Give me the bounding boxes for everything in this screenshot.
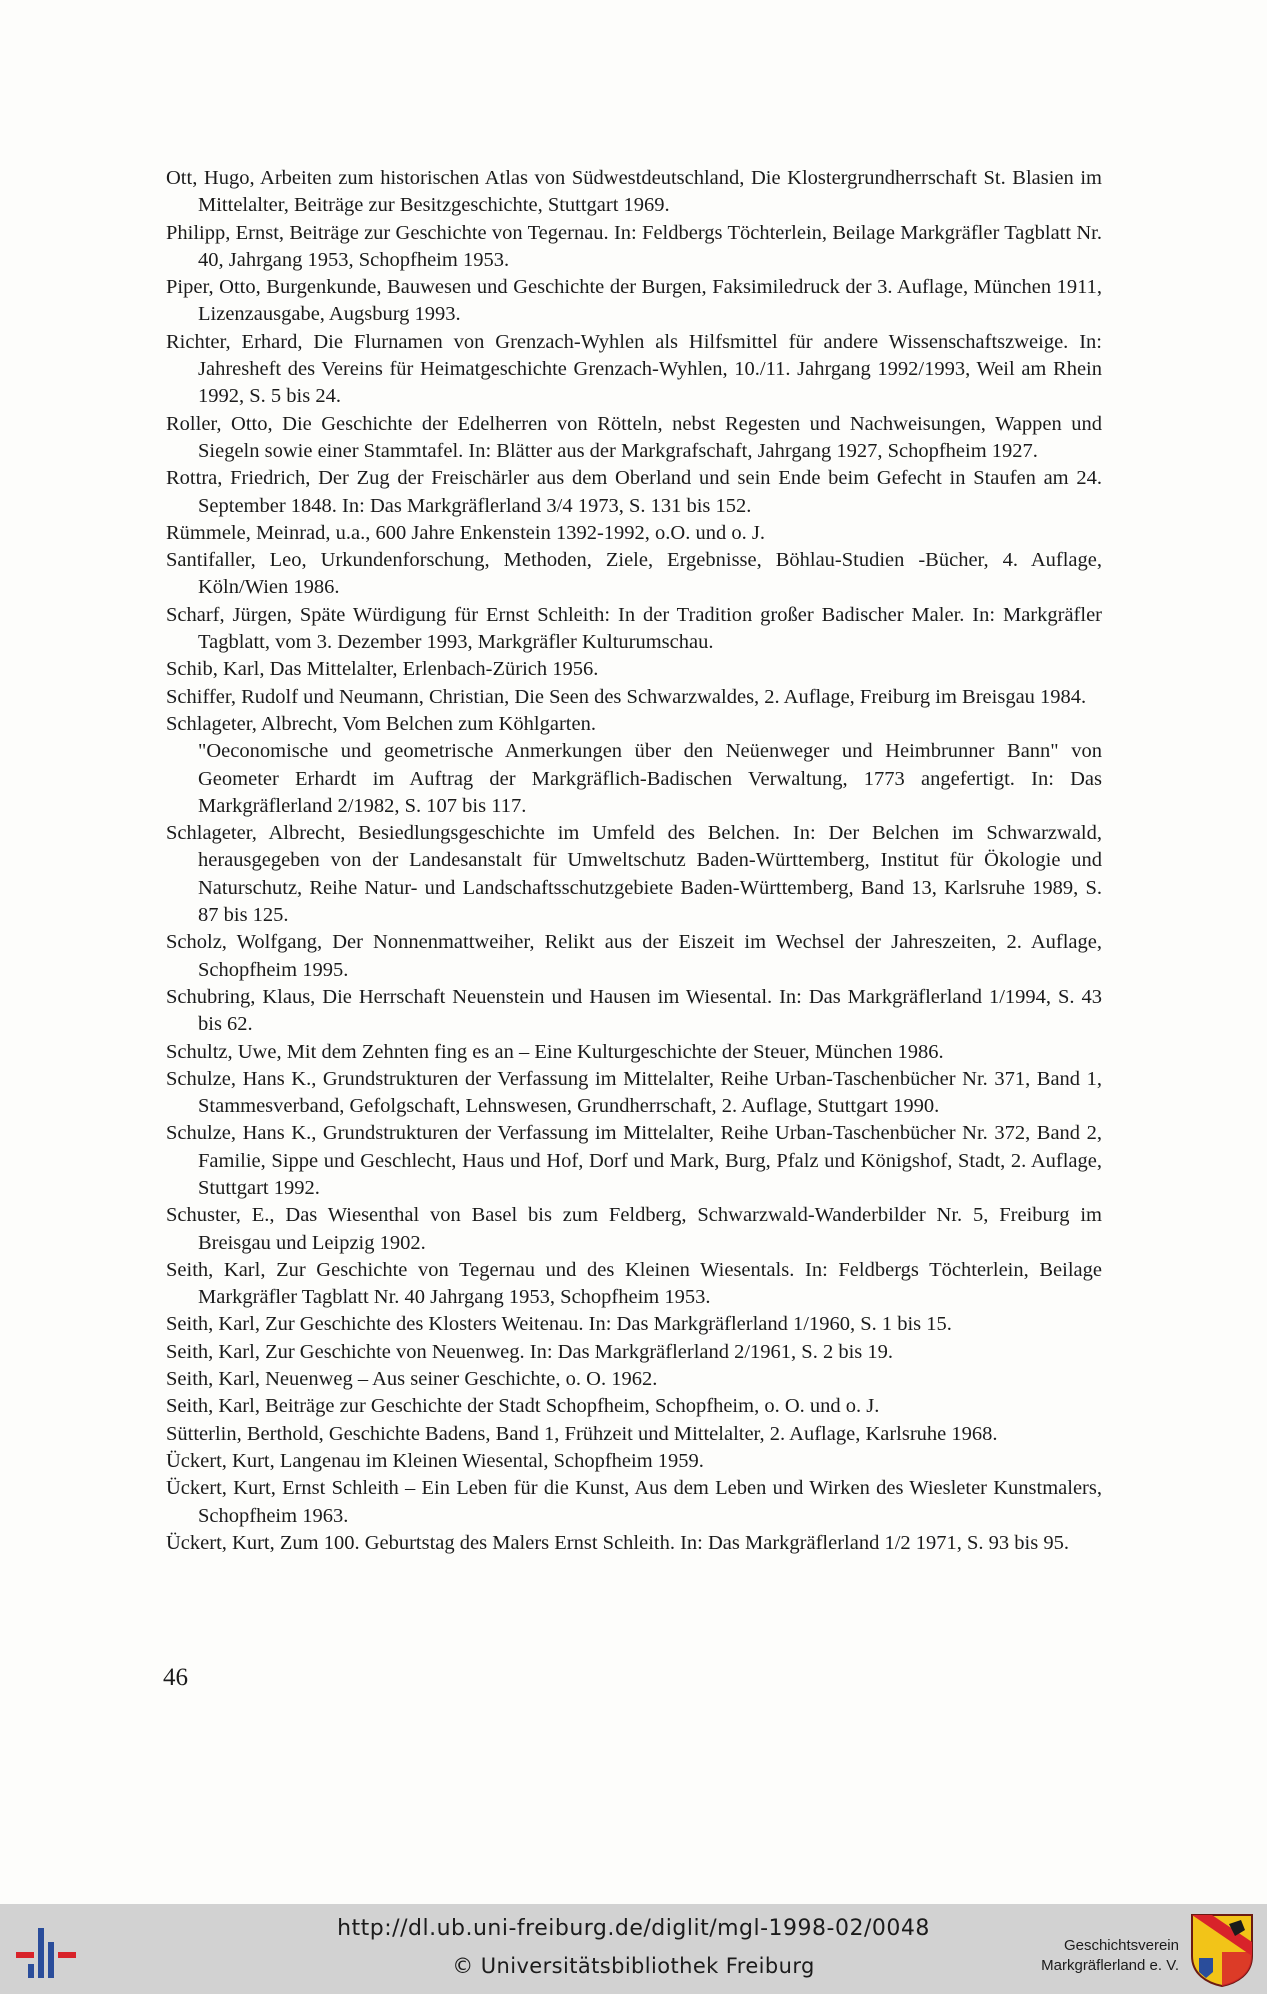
footer-bar [0,1904,1267,1994]
bibliography-entry: Schulze, Hans K., Grundstrukturen der Verfassung im Mittelalter, Reihe Urban-Taschenbücher Nr. 371, Band 1, Stammesverband, Gefolgschaft, Lehnswesen, Grundherrschaft, 2. Auflage, Stuttgart 1990. [166,1067,1102,1118]
footer-copyright: © Universitätsbibliothek Freiburg [452,1954,815,1978]
bibliography-entry: Seith, Karl, Beiträge zur Geschichte der Stadt Schopfheim, Schopfheim, o. O. und o. J. [166,1395,880,1418]
bibliography-subentry: "Oeconomische und geometrische Anmerkungen über den Neüenweger und Heimbrunner Bann" von Geometer Erhardt im Auftrag der Markgräflich-Badischen Verwaltung, 1773 angefertigt. In: Das Markgräflerland 2/1982, S. 107 bis 117. [198,740,1102,817]
bibliography-entry: Ückert, Kurt, Ernst Schleith – Ein Leben für die Kunst, Aus dem Leben und Wirken des Wiesleter Kunstmalers, Schopfheim 1963. [166,1477,1102,1527]
bibliography-entry: Schulze, Hans K., Grundstrukturen der Verfassung im Mittelalter, Reihe Urban-Taschenbücher Nr. 372, Band 2, Familie, Sippe und Geschlecht, Haus und Hof, Dorf und Mark, Burg, Pfalz und Königshof, Stadt, 2. Auflage, Stuttgart 1992. [166,1122,1102,1199]
bibliography-list [166,165,1102,1557]
bibliography-entry: Seith, Karl, Neuenweg – Aus seiner Geschichte, o. O. 1962. [166,1368,658,1391]
bibliography-entry: Philipp, Ernst, Beiträge zur Geschichte von Tegernau. In: Feldbergs Töchterlein, Beilage Markgräfler Tagblatt Nr. 40, Jahrgang 1953, Schopfheim 1953. [166,221,1102,271]
bibliography-entry: Schlageter, Albrecht, Besiedlungsgeschichte im Umfeld des Belchen. In: Der Belchen im Schwarzwald, herausgegeben von der Landesanstalt für Umweltschutz Baden-Württemberg, Institut für Ökologie und Naturschutz, Reihe Natur- und Landschaftsschutzgebiete Baden-Württemberg, Band 13, Karlsruhe 1989, S. 87 bis 125. [166,822,1102,927]
page-number: 46 [163,1664,188,1691]
bibliography-entry: Sütterlin, Berthold, Geschichte Badens, Band 1, Frühzeit und Mittelalter, 2. Auflage, Karlsruhe 1968. [166,1422,998,1445]
bibliography-entry: Ückert, Kurt, Langenau im Kleinen Wiesental, Schopfheim 1959. [166,1449,704,1472]
bibliography-entry: Santifaller, Leo, Urkundenforschung, Methoden, Ziele, Ergebnisse, Böhlau-Studien -Bücher, 4. Auflage, Köln/Wien 1986. [166,549,1102,599]
footer-url-link[interactable]: http://dl.ub.uni-freiburg.de/diglit/mgl-1998-02/0048 [337,1916,930,1941]
society-name-line2: Markgräflerland e. V. [1041,1957,1179,1974]
bibliography-entry: Rottra, Friedrich, Der Zug der Freischärler aus dem Oberland und sein Ende beim Gefecht in Staufen am 24. September 1848. In: Das Markgräflerland 3/4 1973, S. 131 bis 152. [166,467,1102,517]
bibliography-entry: Richter, Erhard, Die Flurnamen von Grenzach-Wyhlen als Hilfsmittel für andere Wissenschaftszweige. In: Jahresheft des Vereins für Heimatgeschichte Grenzach-Wyhlen, 10./11. Jahrgang 1992/1993, Weil am Rhein 1992, S. 5 bis 24. [166,330,1102,408]
bibliography-entry: Rümmele, Meinrad, u.a., 600 Jahre Enkenstein 1392-1992, o.O. und o. J. [166,521,765,544]
bibliography-entry: Scholz, Wolfgang, Der Nonnenmattweiher, Relikt aus der Eiszeit im Wechsel der Jahreszeiten, 2. Auflage, Schopfheim 1995. [166,931,1102,981]
bibliography-entry: Seith, Karl, Zur Geschichte von Tegernau und des Kleinen Wiesentals. In: Feldbergs Töchterlein, Beilage Markgräfler Tagblatt Nr. 40 Jahrgang 1953, Schopfheim 1953. [166,1258,1102,1309]
bibliography-entry: Ückert, Kurt, Zum 100. Geburtstag des Malers Ernst Schleith. In: Das Markgräflerland 1/2 1971, S. 93 bis 95. [166,1531,1069,1554]
bibliography-entry: Schlageter, Albrecht, Vom Belchen zum Köhlgarten. [166,712,596,735]
bibliography-entry: Schuster, E., Das Wiesenthal von Basel bis zum Feldberg, Schwarzwald-Wanderbilder Nr. 5, Freiburg im Breisgau und Leipzig 1902. [166,1204,1102,1254]
bibliography-entry: Schib, Karl, Das Mittelalter, Erlenbach-Zürich 1956. [166,658,599,681]
bibliography-entry: Seith, Karl, Zur Geschichte von Neuenweg. In: Das Markgräflerland 2/1961, S. 2 bis 19. [166,1340,894,1363]
bibliography-entry: Roller, Otto, Die Geschichte der Edelherren von Rötteln, nebst Regesten und Nachweisungen, Wappen und Siegeln sowie einer Stammtafel. In: Blätter aus der Markgrafschaft, Jahrgang 1927, Schopfheim 1927. [166,412,1102,462]
bibliography-entry: Schubring, Klaus, Die Herrschaft Neuenstein und Hausen im Wiesental. In: Das Markgräflerland 1/1994, S. 43 bis 62. [166,985,1102,1036]
society-name [1041,1936,1179,1976]
bibliography-entry: Schultz, Uwe, Mit dem Zehnten fing es an – Eine Kulturgeschichte der Steuer, München 1986. [166,1040,944,1063]
bibliography-entry: Piper, Otto, Burgenkunde, Bauwesen und Geschichte der Burgen, Faksimiledruck der 3. Auflage, München 1911, Lizenzausgabe, Augsburg 1993. [166,276,1102,326]
bibliography-entry: Scharf, Jürgen, Späte Würdigung für Ernst Schleith: In der Tradition großer Badischer Maler. In: Markgräfler Tagblatt, vom 3. Dezember 1993, Markgräfler Kulturumschau. [166,603,1102,654]
bibliography-entry: Seith, Karl, Zur Geschichte des Klosters Weitenau. In: Das Markgräflerland 1/1960, S. 1 bis 15. [166,1313,952,1336]
bibliography-entry: Schiffer, Rudolf und Neumann, Christian, Die Seen des Schwarzwaldes, 2. Auflage, Freiburg im Breisgau 1984. [166,685,1087,708]
society-name-line1: Geschichtsverein [1063,1937,1179,1954]
bibliography-entry: Ott, Hugo, Arbeiten zum historischen Atlas von Südwestdeutschland, Die Klostergrundherrschaft St. Blasien im Mittelalter, Beiträge zur Besitzgeschichte, Stuttgart 1969. [166,167,1102,217]
society-crest-icon [1189,1912,1255,1988]
